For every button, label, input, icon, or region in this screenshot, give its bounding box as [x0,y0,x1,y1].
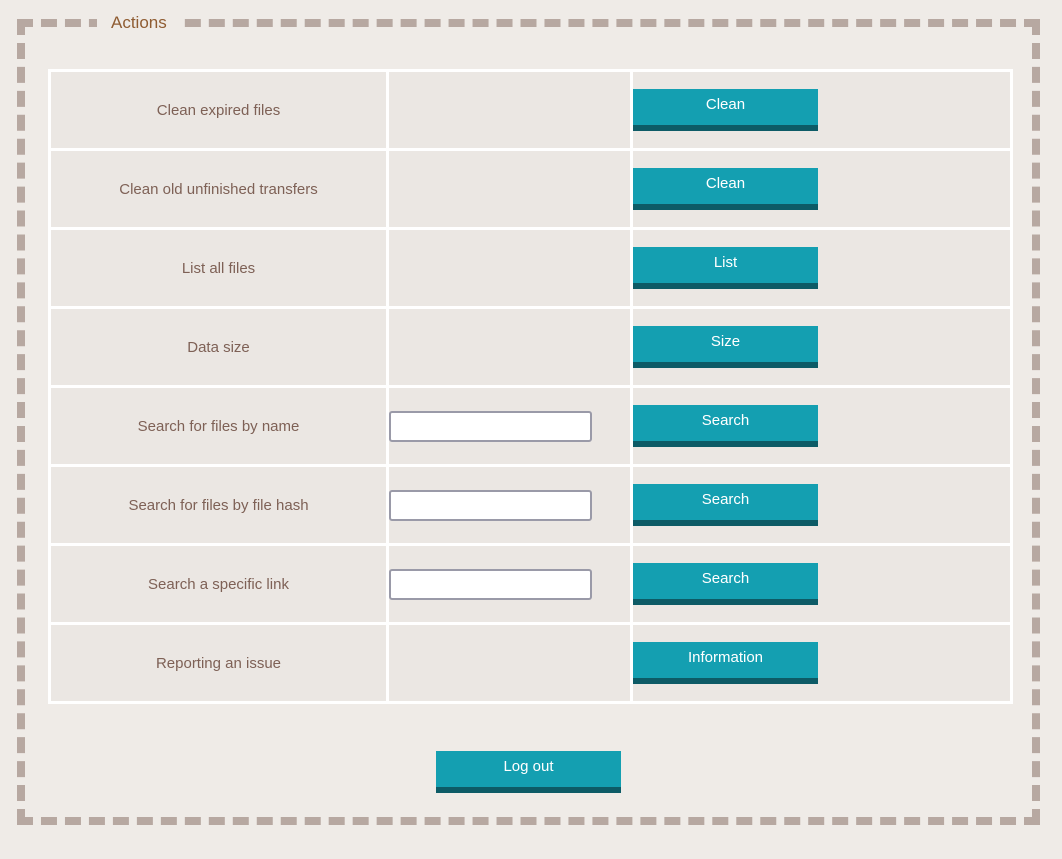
table-row-search-name [50,387,1012,466]
logout-button[interactable]: Log out [436,751,621,793]
row-label: Search a specific link [50,545,388,624]
search-by-hash-button[interactable]: Search [633,484,818,526]
search-by-name-input[interactable] [389,411,592,442]
row-label: Search for files by name [50,387,388,466]
list-all-files-button[interactable]: List [633,247,818,289]
search-link-input[interactable] [389,569,592,600]
table-row-report-issue [50,624,1012,703]
report-issue-information-button[interactable]: Information [633,642,818,684]
row-label: Clean expired files [50,71,388,150]
table-row-search-hash [50,466,1012,545]
empty-cell [388,71,632,150]
search-by-name-button[interactable]: Search [633,405,818,447]
table-row-list-files [50,229,1012,308]
search-link-button[interactable]: Search [633,563,818,605]
table-row-data-size [50,308,1012,387]
clean-old-transfers-button[interactable]: Clean [633,168,818,210]
row-label: Data size [50,308,388,387]
empty-cell [388,229,632,308]
table-row-clean-expired [50,71,1012,150]
empty-cell [388,150,632,229]
data-size-button[interactable]: Size [633,326,818,368]
row-label: Reporting an issue [50,624,388,703]
actions-table [48,69,1013,704]
row-label: Search for files by file hash [50,466,388,545]
logout-row [25,751,1032,793]
row-label: List all files [50,229,388,308]
table-row-clean-transfers [50,150,1012,229]
search-by-hash-input[interactable] [389,490,592,521]
table-row-search-link [50,545,1012,624]
clean-expired-files-button[interactable]: Clean [633,89,818,131]
panel-title: Actions [111,13,167,32]
empty-cell [388,308,632,387]
empty-cell [388,624,632,703]
actions-panel [17,13,1040,825]
row-label: Clean old unfinished transfers [50,150,388,229]
